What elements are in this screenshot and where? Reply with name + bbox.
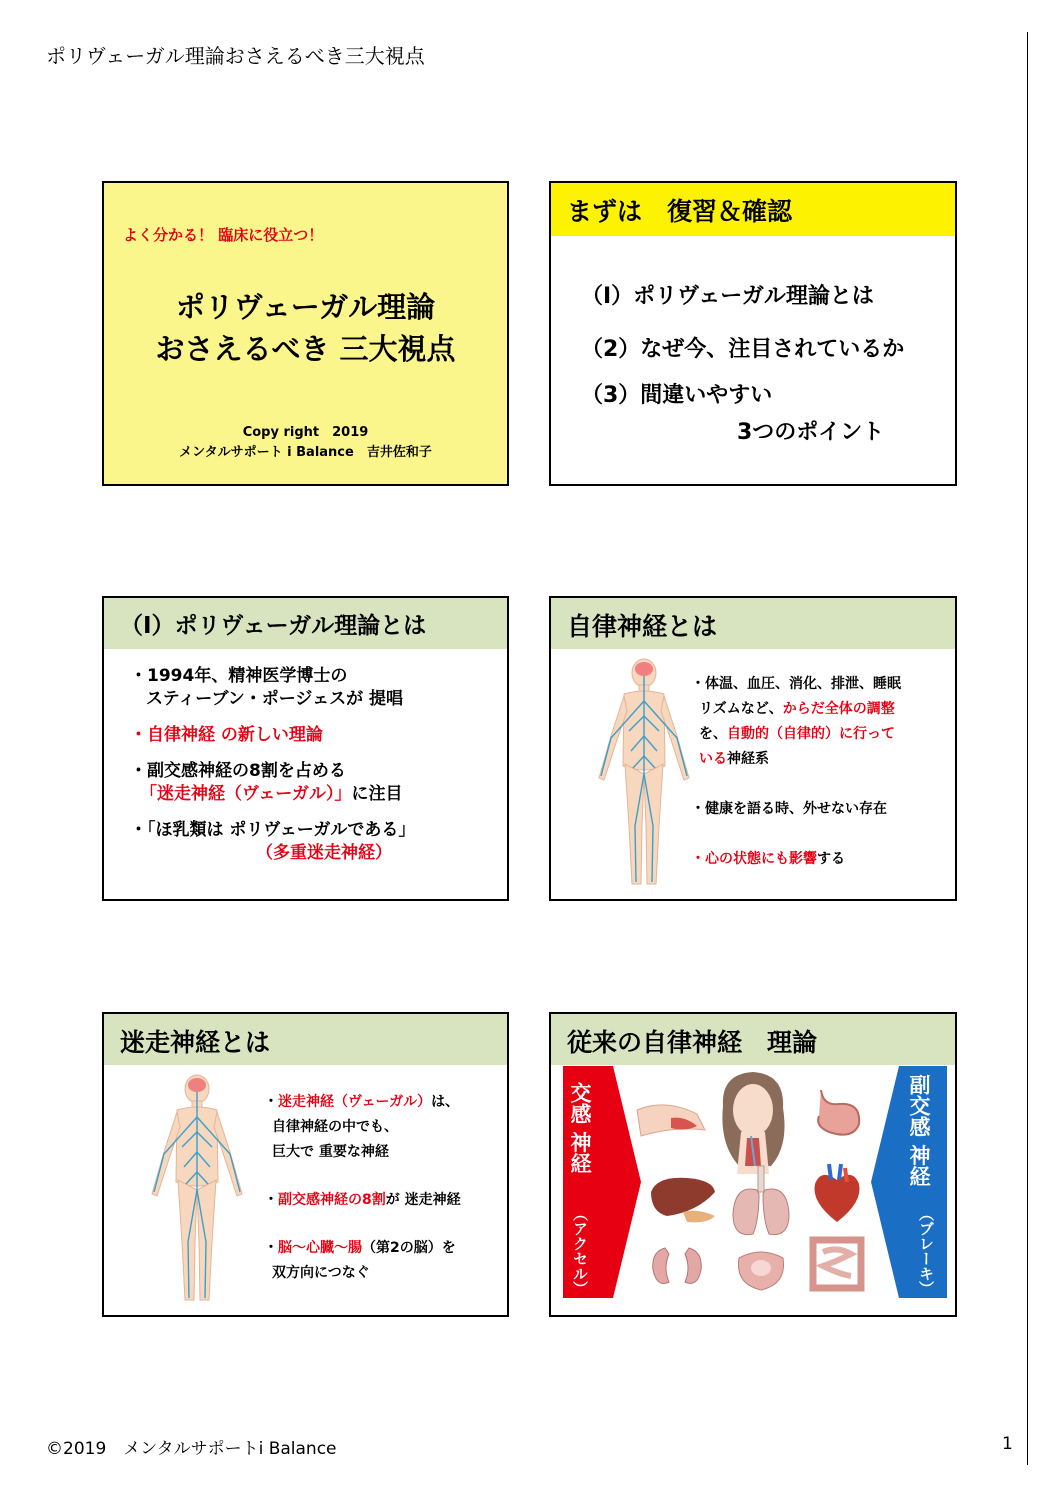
slide3-bullet-3-line1: ・副交感神経の8割を占める xyxy=(130,761,346,781)
slide3-bullet-1 xyxy=(130,665,415,711)
slide-title xyxy=(102,181,509,486)
slide3-bullet-3-highlight: 「迷走神経（ヴェーガル）」 xyxy=(140,784,352,804)
slide5-bullet-1-line2: 自律神経の中でも、 xyxy=(272,1119,398,1135)
liver-icon xyxy=(647,1172,719,1228)
slide4-bullet-1-line2a: リズムなど、 xyxy=(699,701,783,717)
lungs-icon xyxy=(729,1164,793,1244)
slide5-bullets xyxy=(264,1090,461,1286)
slide3-bullets xyxy=(130,665,415,878)
sympathetic-label: 交感 神経 xyxy=(568,1082,592,1174)
slide3-bullet-4 xyxy=(130,819,415,865)
slide6-title: 従来の自律神経 理論 xyxy=(567,1028,818,1057)
slide1-tagline: よく分かる！ 臨床に役立つ！ xyxy=(123,226,324,244)
slide5-bullet-1-line3: 巨大で 重要な神経 xyxy=(272,1144,389,1160)
slide2-item-1: （I）ポリヴェーガル理論とは xyxy=(581,284,874,309)
slide4-bullet-1-line2-highlight: からだ全体の調整 xyxy=(782,701,895,717)
slide3-bullet-1-line2: スティーブン・ポージェスが 提唱 xyxy=(146,689,404,709)
stomach-icon xyxy=(809,1086,865,1142)
slide5-bullet-3-tail: （第2の脳）を xyxy=(362,1240,456,1256)
slide5-bullet-2-tail: が 迷走神経 xyxy=(385,1192,461,1208)
slide3-bullet-4-line1: ・「ほ乳類は ポリヴェーガルである」 xyxy=(130,820,416,840)
slide5-title: 迷走神経とは xyxy=(120,1028,271,1057)
slide2-item-2: （2）なぜ今、注目されているか xyxy=(581,337,905,362)
slide5-bullet-3-dot: ・ xyxy=(264,1240,278,1256)
slide4-bullet-1-line4b: 神経系 xyxy=(727,751,769,767)
slide4-title-bar xyxy=(551,598,955,649)
slide1-title xyxy=(104,286,507,370)
kidneys-icon xyxy=(647,1242,707,1296)
slide-traditional-theory xyxy=(549,1012,957,1317)
slide4-bullet-2: ・健康を語る時、外せない存在 xyxy=(691,801,887,817)
slide3-bullet-3-tail: に注目 xyxy=(351,784,403,804)
slide3-title-bar xyxy=(104,598,507,649)
page-header: ポリヴェーガル理論おさえるべき三大視点 xyxy=(46,44,425,68)
face-neck-icon xyxy=(711,1066,795,1176)
slide-vagus-nerve xyxy=(102,1012,509,1317)
slide2-item-3b: 3つのポイント xyxy=(737,420,885,445)
parasympathetic-sublabel: （ブレーキ） xyxy=(917,1206,935,1296)
page-number: 1 xyxy=(1002,1434,1013,1454)
brain-mark xyxy=(635,662,653,676)
slide2-item-3: （3）間違いやすい xyxy=(581,383,773,408)
slide1-title-line2: おさえるべき 三大視点 xyxy=(155,332,456,366)
slide5-bullet-3-highlight: 脳～心臓～腸 xyxy=(278,1240,362,1256)
arm-muscle-icon xyxy=(635,1096,707,1154)
slide-autonomic-nerves xyxy=(549,596,957,901)
slide4-bullet-3-tail: する xyxy=(817,851,845,867)
intestines-icon xyxy=(805,1232,869,1296)
slide-polyvagal-theory xyxy=(102,596,509,901)
slide1-title-line1: ポリヴェーガル理論 xyxy=(175,290,436,324)
slide5-bullet-1-dot: ・ xyxy=(264,1094,278,1110)
page-footer: ©2019 メンタルサポートi Balance xyxy=(46,1439,337,1459)
slide5-bullet-2-highlight: 副交感神経の8割 xyxy=(278,1192,386,1208)
slide2-title: まずは 復習＆確認 xyxy=(567,197,793,226)
bladder-icon xyxy=(733,1244,789,1294)
slide5-title-bar xyxy=(104,1014,507,1065)
sympathetic-sublabel: （アクセル） xyxy=(571,1206,589,1296)
slide3-bullet-3 xyxy=(130,760,415,806)
slide5-bullet-2-dot: ・ xyxy=(264,1192,278,1208)
vagus-nerve-figure-icon xyxy=(142,1072,252,1308)
slide1-author: メンタルサポート i Balance 吉井佐和子 xyxy=(179,445,432,460)
slide4-bullet-1-line1: ・体温、血圧、消化、排泄、睡眠 xyxy=(691,676,901,692)
slide1-credit xyxy=(104,423,507,463)
slide3-title: （I）ポリヴェーガル理論とは xyxy=(120,613,427,639)
slide2-title-bar xyxy=(551,183,955,236)
slide3-bullet-4-highlight: （多重迷走神経） xyxy=(256,843,392,863)
slide4-bullets xyxy=(691,672,901,872)
slide5-bullet-3-line2: 双方向につなぐ xyxy=(272,1265,370,1281)
slide3-bullet-1-line1: ・1994年、精神医学博士の xyxy=(130,666,348,686)
slide3-bullet-2: ・自律神経 の新しい理論 xyxy=(130,725,323,745)
slide6-title-bar xyxy=(551,1014,955,1065)
slide4-bullet-1-line3a: を、 xyxy=(699,726,727,742)
slide4-bullet-3-highlight: ・心の状態にも影響 xyxy=(691,851,817,867)
slide1-copyright: Copy right 2019 xyxy=(242,425,369,440)
parasympathetic-label: 副交感 神経 xyxy=(907,1074,931,1187)
slide4-bullet-1-line4-highlight: いる xyxy=(699,751,727,767)
slide5-bullet-1-highlight: 迷走神経（ヴェーガル） xyxy=(278,1094,432,1110)
slide4-bullet-1-line3-highlight: 自動的（自律的）に行って xyxy=(727,726,895,742)
heart-icon xyxy=(807,1162,867,1226)
slide5-bullet-1-tail: は、 xyxy=(431,1094,460,1110)
page-right-rule xyxy=(1027,32,1028,1465)
slide-review xyxy=(549,181,957,486)
nervous-system-figure-icon xyxy=(589,656,699,892)
slide4-title: 自律神経とは xyxy=(567,612,718,641)
